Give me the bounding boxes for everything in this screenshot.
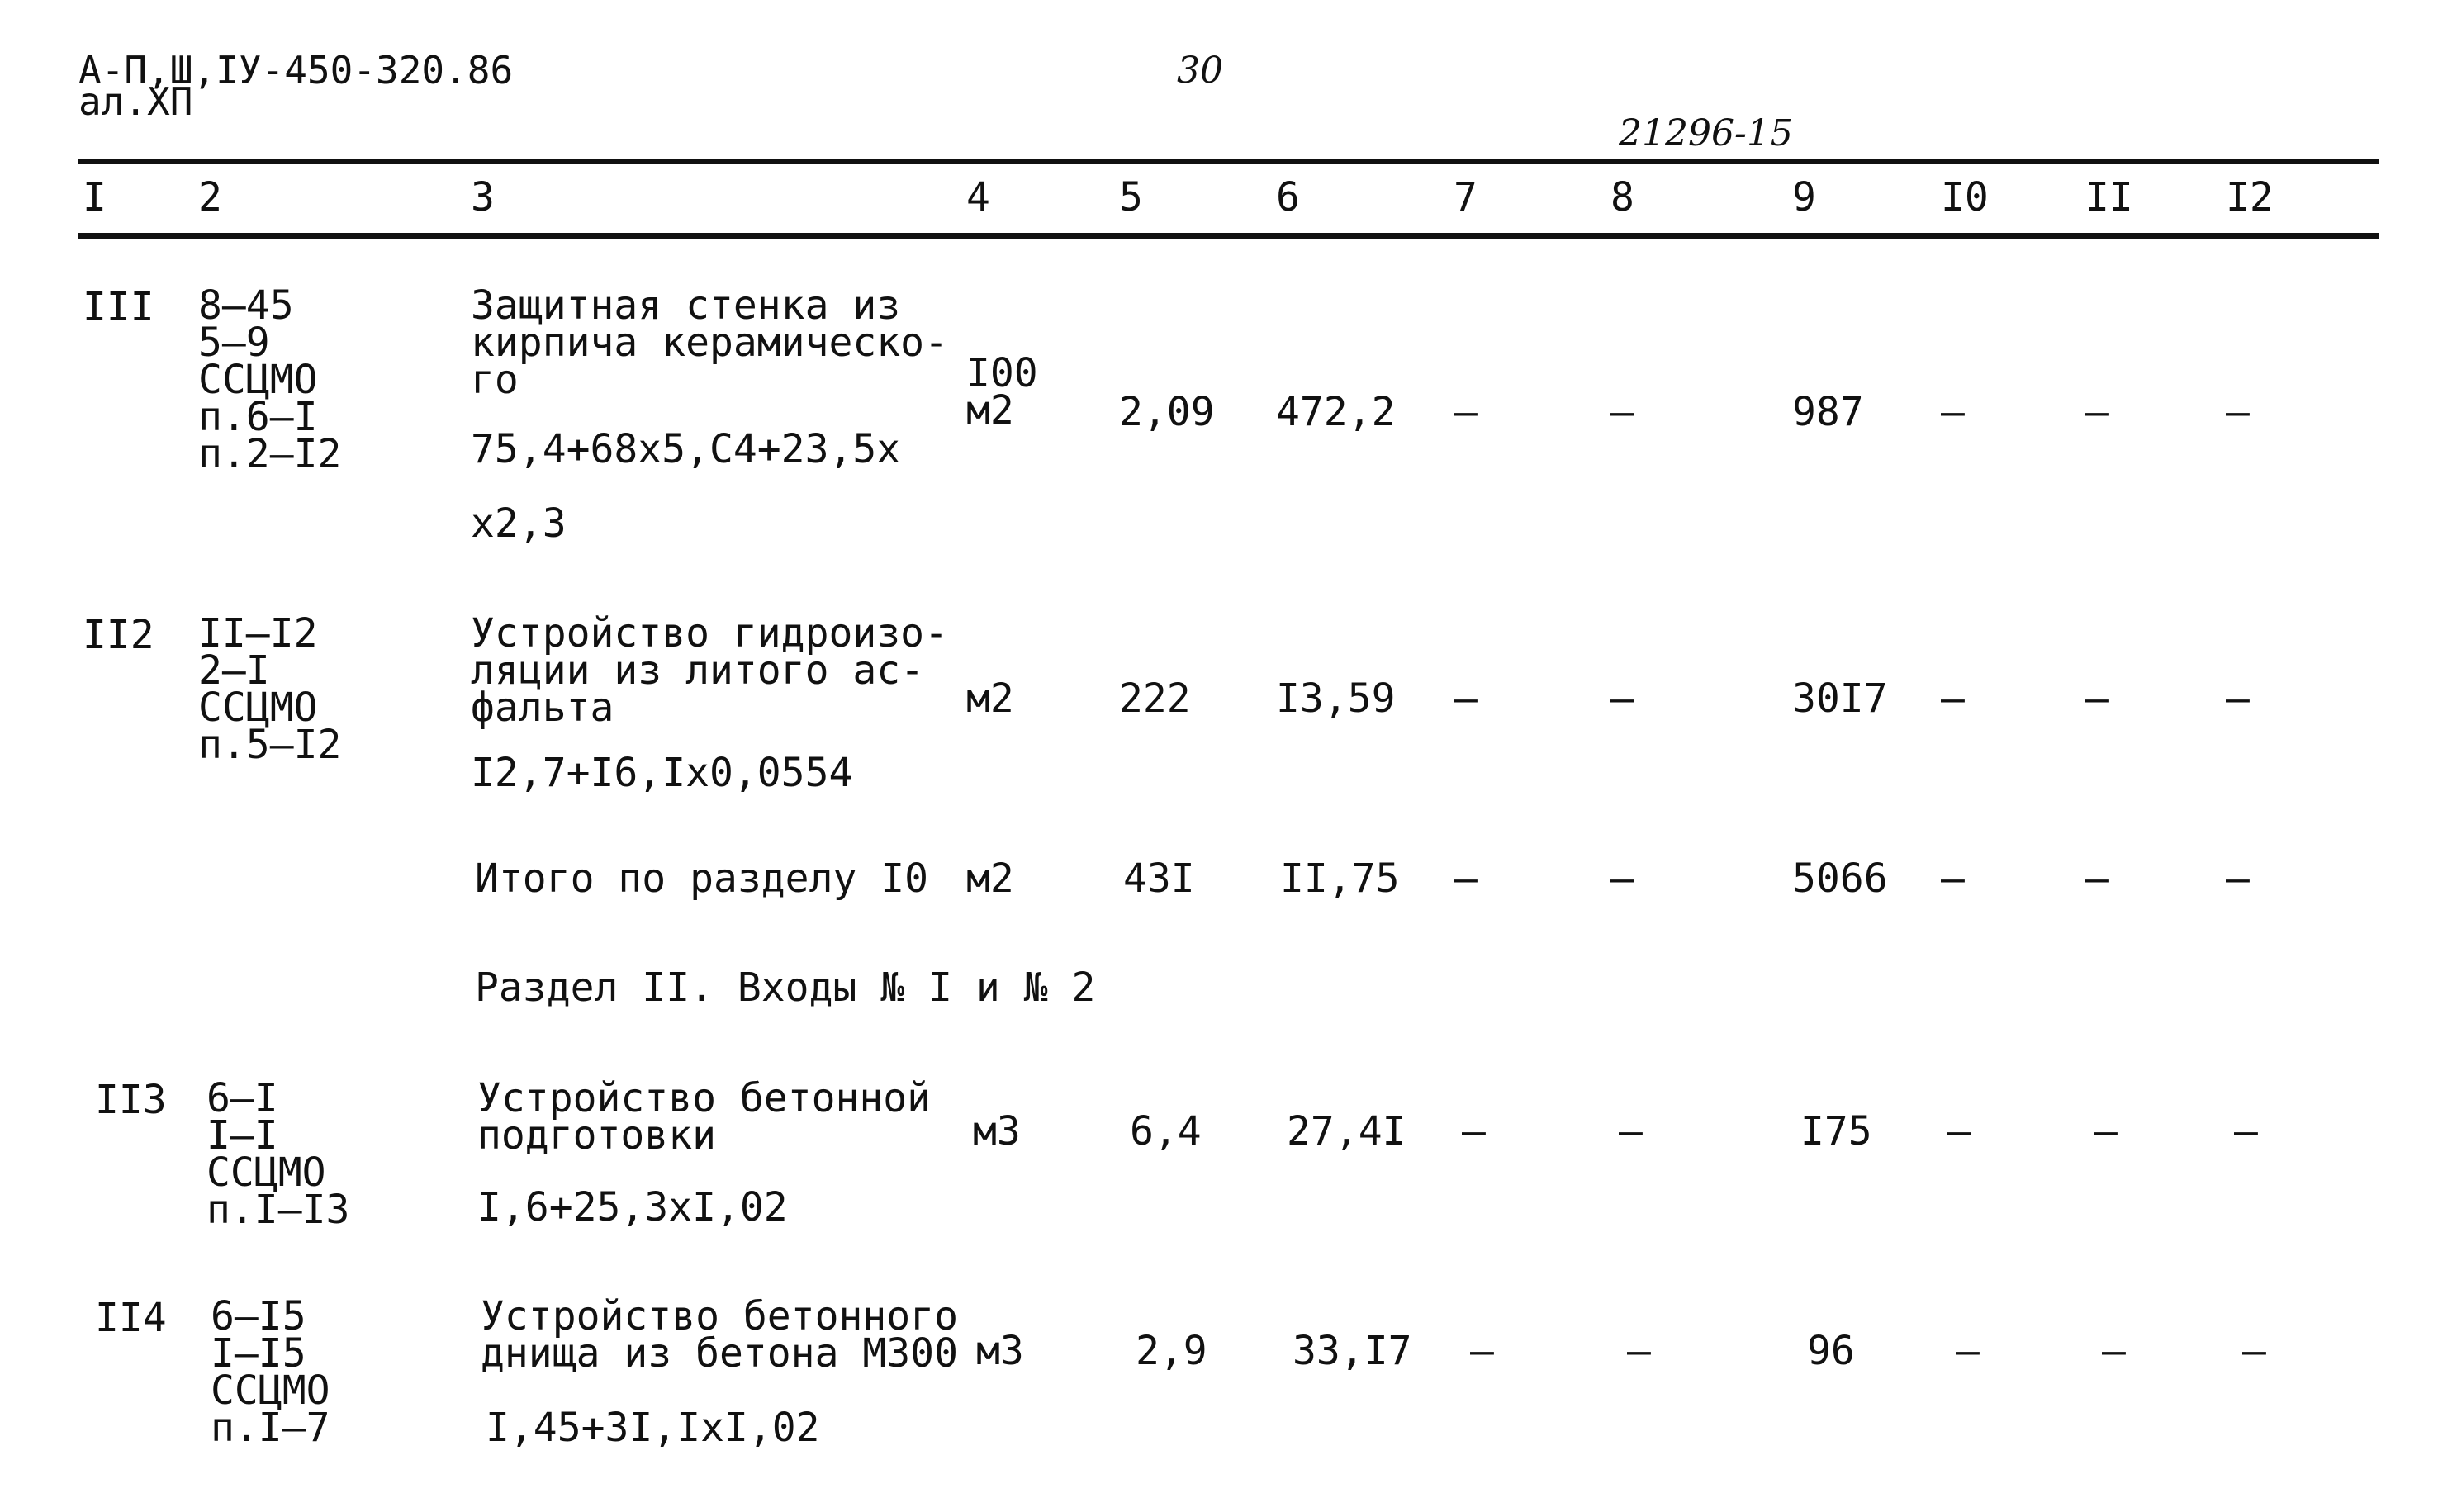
col11-value: – bbox=[2085, 389, 2109, 435]
top-rule bbox=[78, 159, 2379, 164]
col8-value: – bbox=[1610, 675, 1634, 722]
unit-price: 33,I7 bbox=[1293, 1328, 1412, 1374]
quantity-calculation-continued: х2,3 bbox=[471, 500, 567, 547]
total-cost: 5066 bbox=[1792, 856, 1888, 902]
page-number: 30 bbox=[1177, 50, 1223, 92]
total-cost: 96 bbox=[1807, 1328, 1855, 1374]
column-header: 2 bbox=[198, 174, 222, 220]
col12-value: – bbox=[2226, 856, 2250, 902]
subtotal-label: Итого по разделу I0 bbox=[475, 856, 929, 902]
quantity: 43I bbox=[1123, 856, 1195, 902]
col11-value: – bbox=[2085, 856, 2109, 902]
col7-value: – bbox=[1454, 856, 1478, 902]
col12-value: – bbox=[2226, 389, 2250, 435]
unit: м2 bbox=[966, 856, 1014, 902]
col7-value: – bbox=[1462, 1108, 1486, 1154]
col8-value: – bbox=[1619, 1108, 1643, 1154]
section-heading: Раздел II. Входы № I и № 2 bbox=[475, 965, 1096, 1011]
unit: м3 bbox=[976, 1328, 1024, 1374]
work-description: Устройство бетонной подготовки bbox=[477, 1075, 932, 1159]
col11-value: – bbox=[2102, 1328, 2126, 1374]
column-header: I0 bbox=[1941, 174, 1989, 220]
unit: м3 bbox=[973, 1108, 1021, 1154]
col10-value: – bbox=[1941, 856, 1965, 902]
column-header: 5 bbox=[1119, 174, 1143, 220]
quantity-calculation: 75,4+68х5,С4+23,5х bbox=[471, 426, 901, 472]
total-cost: 30I7 bbox=[1792, 675, 1888, 722]
column-header: 6 bbox=[1276, 174, 1300, 220]
col10-value: – bbox=[1956, 1328, 1980, 1374]
col7-value: – bbox=[1454, 389, 1478, 435]
col8-value: – bbox=[1627, 1328, 1651, 1374]
col8-value: – bbox=[1610, 389, 1634, 435]
col10-value: – bbox=[1941, 389, 1965, 435]
quantity-calculation: I,6+25,3хI,02 bbox=[477, 1184, 788, 1230]
col12-value: – bbox=[2242, 1328, 2266, 1374]
norm-codes: 6–I5 I–I5 ССЦМО п.I–7 bbox=[211, 1293, 330, 1451]
quantity-calculation: I,45+3I,IхI,02 bbox=[486, 1405, 820, 1451]
quantity: 6,4 bbox=[1130, 1108, 1202, 1154]
unit-price: 472,2 bbox=[1276, 389, 1396, 435]
column-header: 9 bbox=[1792, 174, 1816, 220]
col7-value: – bbox=[1470, 1328, 1494, 1374]
quantity-calculation: I2,7+I6,Iх0,0554 bbox=[471, 750, 853, 796]
column-header: I2 bbox=[2226, 174, 2274, 220]
work-description: Устройство гидроизо- ляции из литого ас- фальта bbox=[471, 610, 948, 731]
norm-codes: 8–45 5–9 ССЦМО п.6–I п.2–I2 bbox=[198, 282, 342, 477]
unit-price: I3,59 bbox=[1276, 675, 1396, 722]
column-header: 4 bbox=[966, 174, 990, 220]
unit: I00 м2 bbox=[966, 350, 1038, 434]
row-number: II4 bbox=[95, 1295, 167, 1341]
column-header: 7 bbox=[1454, 174, 1478, 220]
col10-value: – bbox=[1947, 1108, 1971, 1154]
col12-value: – bbox=[2226, 675, 2250, 722]
row-number: II2 bbox=[83, 612, 154, 658]
quantity: 222 bbox=[1119, 675, 1191, 722]
unit-price: 27,4I bbox=[1287, 1108, 1406, 1154]
norm-codes: 6–I I–I ССЦМО п.I–I3 bbox=[206, 1075, 350, 1233]
column-header: 3 bbox=[471, 174, 495, 220]
column-header: 8 bbox=[1610, 174, 1634, 220]
archive-number: 21296-15 bbox=[1619, 112, 1793, 154]
album-label: ал.ХП bbox=[78, 79, 193, 124]
norm-codes: II–I2 2–I ССЦМО п.5–I2 bbox=[198, 610, 342, 768]
quantity: 2,9 bbox=[1136, 1328, 1207, 1374]
total-cost: I75 bbox=[1800, 1108, 1872, 1154]
column-header: II bbox=[2085, 174, 2133, 220]
col7-value: – bbox=[1454, 675, 1478, 722]
work-description: Защитная стенка из кирпича керамическо- го bbox=[471, 282, 948, 403]
col10-value: – bbox=[1941, 675, 1965, 722]
row-number: II3 bbox=[95, 1077, 167, 1123]
unit: м2 bbox=[966, 675, 1014, 722]
quantity: 2,09 bbox=[1119, 389, 1215, 435]
col11-value: – bbox=[2085, 675, 2109, 722]
col8-value: – bbox=[1610, 856, 1634, 902]
column-header: I bbox=[83, 174, 107, 220]
total-cost: 987 bbox=[1792, 389, 1864, 435]
col11-value: – bbox=[2094, 1108, 2118, 1154]
col12-value: – bbox=[2234, 1108, 2258, 1154]
header-bottom-rule bbox=[78, 233, 2379, 239]
unit-price: II,75 bbox=[1280, 856, 1400, 902]
work-description: Устройство бетонного днища из бетона М300 bbox=[481, 1293, 958, 1377]
row-number: III bbox=[83, 284, 154, 330]
document-code: А-П,Ш,IУ-450-320.86 bbox=[78, 48, 514, 92]
